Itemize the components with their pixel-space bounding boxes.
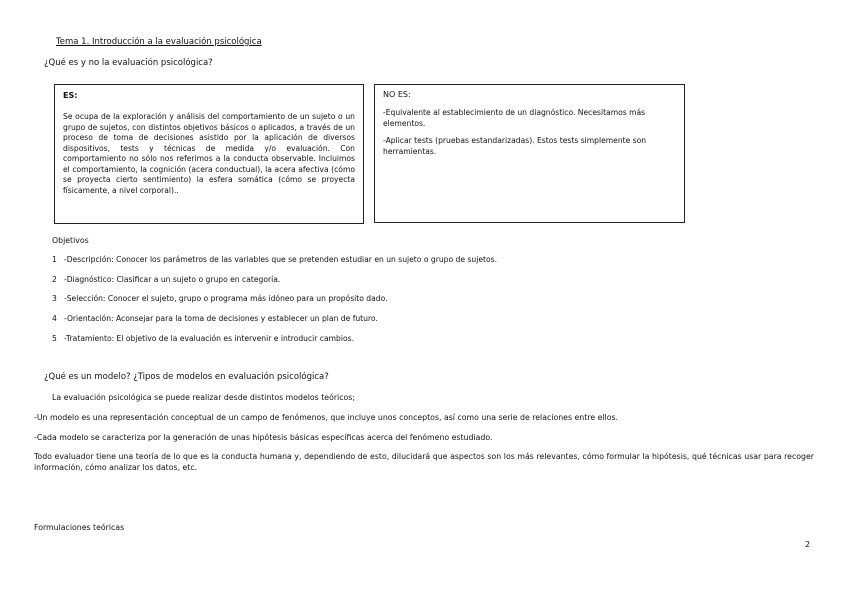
es-box	[54, 84, 364, 224]
item-text: -Diagnóstico: Clasificar a un sujeto o grupo en categoría.	[64, 274, 281, 284]
objetivos-label: Objetivos	[52, 236, 89, 245]
no-es-item: -Aplicar tests (pruebas estandarizadas). Estos tests simplemente son herramientas.	[383, 136, 647, 156]
no-es-item: -Equivalente al establecimiento de un diagnóstico. Necesitamos más elementos.	[383, 108, 646, 128]
list-item	[52, 294, 497, 314]
es-text: Se ocupa de la exploración y análisis del comportamiento de un sujeto o un grupo de sujetos, con distintos objetivos básicos o aplicados, a través de un proceso de toma de decisiones asistido por la aplicación de diversos dispositivos, tests y técnicas de medida y/o evaluación. Con comportamiento no sólo nos referimos a la conducta observable. Incluimos el comportamiento, la cognición (acera conductual), la acera afectiva (cómo se proyecta cierto sentimiento) la esfera somática (cómo se proyecta físicamente, a nivel corporal)..	[63, 112, 355, 195]
paragraph-model-hypothesis: -Cada modelo se caracteriza por la generación de unas hipótesis básicas específicas acerca del fenómeno estudiado.	[34, 433, 493, 442]
paragraph-evaluator-theory: Todo evaluador tiene una teoría de lo que es la conducta humana y, dependiendo de esto, dilucidará que aspectos son los más relevantes, cómo formular la hipótesis, qué técnicas usar para recoger información, cómo analizar los datos, etc.	[34, 452, 814, 472]
item-text: -Orientación: Aconsejar para la toma de decisiones y establecer un plan de futuro.	[64, 314, 378, 324]
item-number: 4	[52, 314, 57, 324]
paragraph-models-intro: La evaluación psicológica se puede realizar desde distintos modelos teóricos;	[52, 393, 355, 402]
list-item	[52, 314, 497, 334]
section-question-2: ¿Qué es un modelo? ¿Tipos de modelos en evaluación psicológica?	[44, 372, 329, 382]
section-heading-formulaciones: Formulaciones teóricas	[34, 523, 125, 532]
list-item	[52, 334, 497, 354]
document-title: Tema 1. Introducción a la evaluación psicológica	[56, 37, 262, 47]
list-item	[52, 275, 497, 295]
page-number: 2	[805, 540, 811, 549]
item-text: -Descripción: Conocer los parámetros de las variables que se pretenden estudiar en un sujeto o grupo de sujetos.	[64, 255, 497, 264]
item-number: 1	[52, 255, 57, 264]
list-item	[52, 255, 497, 275]
item-number: 3	[52, 294, 57, 304]
item-text: -Tratamiento: El objetivo de la evaluación es intervenir e introducir cambios.	[64, 333, 354, 343]
item-number: 5	[52, 333, 57, 343]
no-es-heading: NO ES:	[383, 90, 411, 99]
no-es-box	[374, 84, 685, 223]
es-heading: ES:	[63, 91, 78, 100]
objetivos-list	[52, 255, 497, 353]
item-text: -Selección: Conocer el sujeto, grupo o programa más idóneo para un propósito dado.	[64, 294, 388, 304]
paragraph-model-definition: -Un modelo es una representación conceptual de un campo de fenómenos, que incluye unos conceptos, así como una serie de relaciones entre ellos.	[34, 413, 619, 422]
item-number: 2	[52, 274, 57, 284]
section-question-1: ¿Qué es y no la evaluación psicológica?	[44, 58, 213, 68]
